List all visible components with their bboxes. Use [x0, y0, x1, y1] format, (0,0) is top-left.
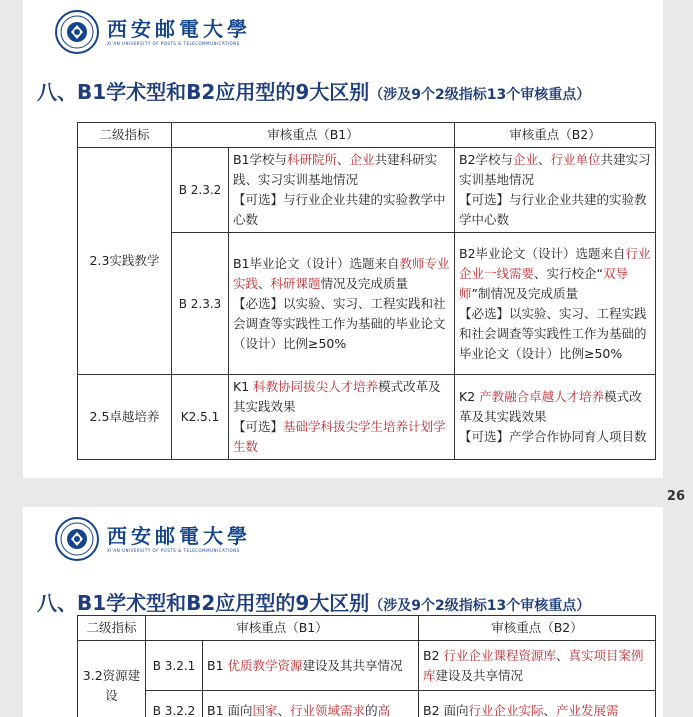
- cell-text: 【可选】与行业企业共建的实验教学中心数: [233, 192, 446, 227]
- highlight-text: 双导师: [459, 265, 629, 301]
- cell-text: 情况及完成质量: [320, 275, 409, 291]
- cell-text: 【必选】以实验、实习、工程实践和社会调查等实践性工作为基础的毕业论文（设计）比例≥50%: [459, 305, 647, 361]
- b1-cell: [229, 233, 455, 375]
- table-header-row: [78, 616, 656, 641]
- cell-text: 【可选】产学合作协同育人项目数: [459, 429, 647, 444]
- header-b2: 审核重点（B2）: [419, 616, 656, 641]
- page-number: 26: [666, 489, 685, 504]
- cell-text: ”制情况及完成质量: [471, 285, 578, 301]
- b2-cell: [455, 375, 656, 460]
- university-logo: [55, 517, 251, 561]
- b1-cell: [229, 375, 455, 460]
- indicator-cell: 3.2资源建设: [78, 641, 146, 717]
- code-cell: K2.5.1: [172, 375, 229, 460]
- cell-text: B2 面向: [423, 702, 469, 717]
- highlight-text: 行业企业课程资源库: [443, 647, 557, 663]
- code-cell: B 3.2.2: [146, 691, 203, 717]
- b1-cell: [229, 148, 455, 233]
- highlight-text: 企业: [513, 152, 539, 167]
- highlight-text: 行业企业一线需要: [459, 245, 651, 281]
- slide-title: [37, 76, 590, 105]
- highlight-text: 企业: [349, 152, 375, 167]
- cell-text: 、: [258, 275, 271, 291]
- table-row: [78, 691, 656, 717]
- slide-page-1: [23, 0, 663, 478]
- table-row: [78, 641, 656, 691]
- cell-text: 的: [365, 702, 378, 717]
- cell-text: 共建实习实训基地情况: [459, 152, 651, 187]
- indicator-cell: 2.3实践教学: [78, 148, 172, 375]
- cell-text: B1 面向: [207, 702, 253, 717]
- highlight-text: 教师专业实践: [233, 255, 450, 291]
- b2-cell: [455, 233, 656, 375]
- header-b1: 审核重点（B1）: [146, 616, 419, 641]
- highlight-text: 科研院所: [287, 152, 338, 167]
- comparison-table: [77, 615, 656, 717]
- b1-cell: [203, 691, 419, 717]
- cell-text: 【必选】以实验、实习、工程实践和社会调查等实践性工作为基础的毕业论文（设计）比例≥50%: [233, 295, 446, 351]
- b2-cell: [455, 148, 656, 233]
- b2-cell: [419, 641, 656, 691]
- highlight-text: 产业发展需: [556, 702, 619, 717]
- title-main: 八、B1学术型和B2应用型的9大区别: [37, 80, 370, 104]
- highlight-text: 行业领域需求: [290, 702, 366, 717]
- code-cell: B 2.3.3: [172, 233, 229, 375]
- table-row: [78, 375, 656, 460]
- header-b1: 审核重点（B1）: [172, 123, 455, 148]
- cell-text: 、: [556, 647, 569, 663]
- highlight-text: 真实项目案例库: [423, 647, 644, 683]
- cell-text: 共建科研实践、实习实训基地情况: [233, 152, 438, 187]
- b1-cell: [203, 641, 419, 691]
- slide-page-2: [23, 507, 663, 717]
- school-name: 西安邮電大學: [107, 17, 251, 41]
- highlight-text: 科研课题: [270, 275, 321, 291]
- cell-text: B1: [207, 657, 228, 673]
- header-indicator: 二级指标: [78, 123, 172, 148]
- cell-text: 模式改革及其实践效果: [233, 379, 441, 414]
- cell-text: 建设及其共享情况: [302, 657, 403, 673]
- highlight-text: 优质教学资源: [227, 657, 303, 673]
- cell-text: 【可选】: [233, 419, 284, 434]
- title-subtitle: （涉及9个2级指标13个审核重点）: [369, 87, 591, 103]
- slide-title: [37, 587, 590, 616]
- table-header-row: [78, 123, 656, 148]
- header-b2: 审核重点（B2）: [455, 123, 656, 148]
- cell-text: B2: [423, 647, 444, 663]
- university-seal-icon: [55, 10, 99, 54]
- highlight-text: 科教协同拔尖人才培养: [253, 379, 379, 394]
- comparison-table: [77, 122, 656, 460]
- cell-text: 、: [277, 702, 291, 717]
- cell-text: 模式改革及其实践效果: [459, 389, 642, 424]
- code-cell: B 3.2.1: [146, 641, 203, 691]
- b2-cell: [419, 691, 656, 717]
- table-row: [78, 148, 656, 233]
- highlight-text: 行业企业实际: [468, 702, 544, 717]
- cell-text: K2: [459, 389, 480, 404]
- cell-text: 建设及共享情况: [435, 667, 524, 683]
- cell-text: 、: [337, 152, 350, 167]
- cell-text: B1毕业论文（设计）选题来自: [233, 255, 400, 271]
- university-logo: [55, 10, 251, 54]
- indicator-cell: 2.5卓越培养: [78, 375, 172, 460]
- school-name: 西安邮電大學: [107, 524, 251, 548]
- school-name-en: XI'AN UNIVERSITY OF POSTS & TELECOMMUNICATIONS: [107, 548, 240, 553]
- title-subtitle: （涉及9个2级指标13个审核重点）: [369, 598, 591, 614]
- highlight-text: 基础学科拔尖学生培养计划学生数: [233, 419, 446, 454]
- cell-text: B1学校与: [233, 152, 288, 167]
- cell-text: 、: [543, 702, 557, 717]
- cell-text: B2学校与: [459, 152, 514, 167]
- cell-text: K1: [233, 379, 254, 394]
- university-seal-icon: [55, 517, 99, 561]
- highlight-text: 行业单位: [550, 152, 601, 167]
- highlight-text: 高: [377, 702, 391, 717]
- highlight-text: 国家: [252, 702, 278, 717]
- cell-text: 【可选】与行业企业共建的实验教学中心数: [459, 192, 647, 227]
- cell-text: 、实行校企“: [534, 265, 603, 281]
- cell-text: B2毕业论文（设计）选题来自: [459, 245, 626, 261]
- code-cell: B 2.3.2: [172, 148, 229, 233]
- title-main: 八、B1学术型和B2应用型的9大区别: [37, 591, 370, 615]
- school-name-en: XI'AN UNIVERSITY OF POSTS & TELECOMMUNICATIONS: [107, 41, 240, 46]
- header-indicator: 二级指标: [78, 616, 146, 641]
- highlight-text: 产教融合卓越人才培养: [479, 389, 605, 404]
- cell-text: 、: [538, 152, 551, 167]
